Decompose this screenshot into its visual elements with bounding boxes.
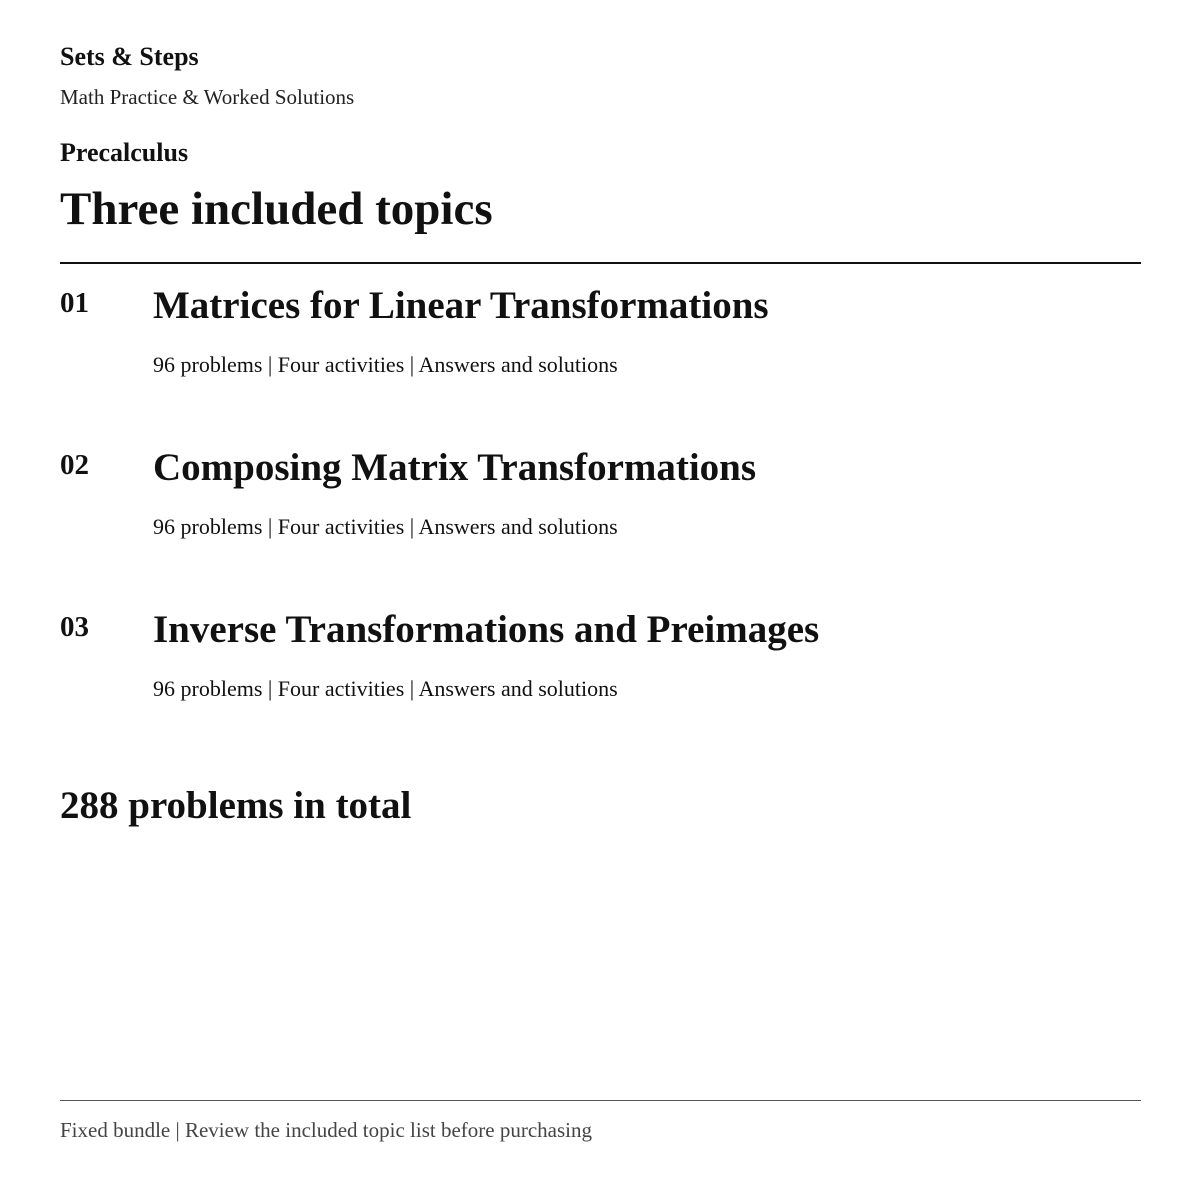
topic-item (60, 610, 1141, 740)
topic-number: 03 (60, 611, 89, 643)
topic-title: Composing Matrix Transformations (153, 446, 757, 489)
page-title: Three included topics (60, 183, 493, 235)
top-divider (60, 262, 1141, 264)
subject-label: Precalculus (60, 138, 189, 167)
footer-divider (60, 1100, 1141, 1101)
topic-number: 01 (60, 287, 89, 319)
topic-meta: 96 problems | Four activities | Answers and solutions (153, 676, 618, 701)
brand-tagline: Math Practice & Worked Solutions (60, 85, 355, 109)
brand-name: Sets & Steps (60, 42, 199, 71)
total-problems: 288 problems in total (60, 784, 412, 827)
footer-note: Fixed bundle | Review the included topic list before purchasing (60, 1118, 592, 1142)
topic-item (60, 286, 1141, 416)
topic-meta: 96 problems | Four activities | Answers and solutions (153, 514, 618, 539)
topic-title: Inverse Transformations and Preimages (153, 608, 820, 651)
topic-title: Matrices for Linear Transformations (153, 284, 769, 327)
topic-item (60, 448, 1141, 578)
topic-number: 02 (60, 449, 89, 481)
topic-meta: 96 problems | Four activities | Answers and solutions (153, 352, 618, 377)
